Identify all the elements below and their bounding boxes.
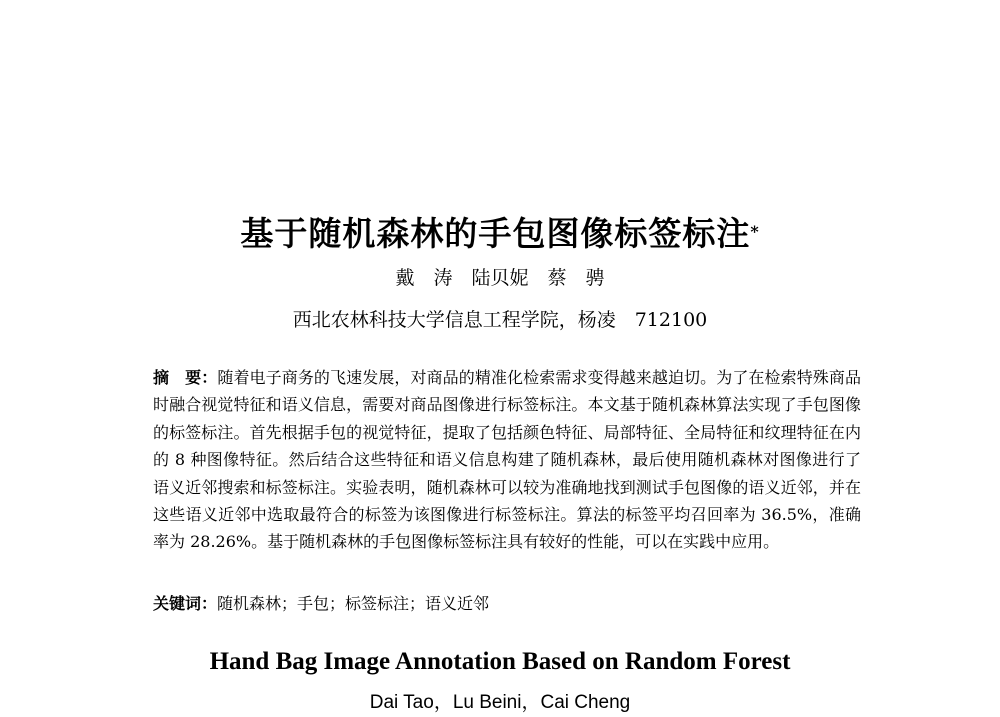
keywords-text: 随机森林；手包；标签标注；语义近邻 xyxy=(217,594,490,613)
title-cn-text: 基于随机森林的手包图像标签标注 xyxy=(240,214,751,253)
authors-en: Dai Tao，Lu Beini，Cai Cheng xyxy=(369,692,631,713)
title-footnote-mark: * xyxy=(750,222,760,241)
authors-cn: 戴 涛 陆贝妮 蔡 骋 xyxy=(395,267,605,289)
abstract-label: 摘 要： xyxy=(153,368,218,387)
abstract-text: 随着电子商务的飞速发展，对商品的精准化检索需求变得越来越迫切。为了在检索特殊商品时融合视觉特征和语义信息，需要对商品图像进行标签标注。本文基于随机森林算法实现了手包图像的标签标注。首先根据手包的视觉特征，提取了包括颜色特征、局部特征、全局特征和纹理特征在内的 8 种图像特征。然后结合这些特征和语义信息构建了随机森林，最后使用随机森林对图像进行了语义近邻搜索和标签标注。实验表明，随机森林可以较为准确地找到测试手包图像的语义近邻，并在这些语义近邻中选取最符合的标签为该图像进行标签标注。算法的标签平均召回率为 36.5%，准确率为 28.26%。基于随机森林的手包图像标签标注具有较好的性能，可以在实践中应用。 xyxy=(153,368,861,552)
keywords-cn xyxy=(153,591,861,617)
paper-title-en: Hand Bag Image Annotation Based on Random Forest xyxy=(209,648,791,675)
keywords-label: 关键词： xyxy=(153,594,218,613)
paper-title-cn xyxy=(0,214,1000,254)
affiliation-cn: 西北农林科技大学信息工程学院，杨凌 712100 xyxy=(292,309,708,331)
abstract-cn xyxy=(153,364,861,556)
